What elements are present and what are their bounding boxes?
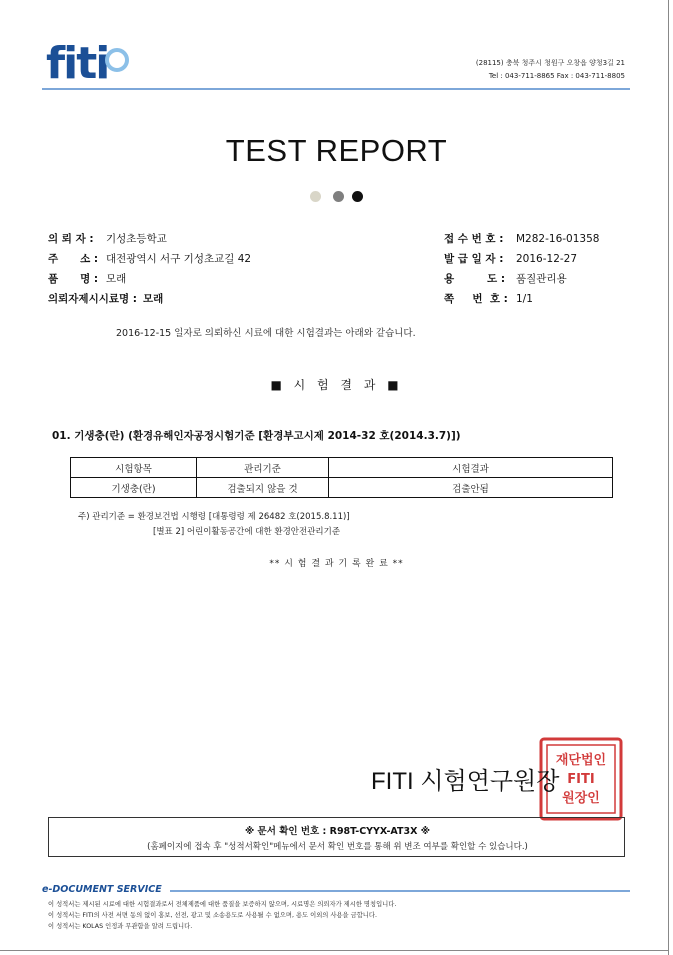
- info-key: 의뢰자제시시료명 :: [48, 293, 137, 305]
- info-key: 쪽 번 호 :: [444, 293, 508, 305]
- dot-2: [333, 191, 344, 202]
- info-row-page: [444, 289, 599, 309]
- document-verification-note: (홈페이지에 접속 후 "성적서확인"메뉴에서 문서 확인 번호를 통해 위 변조 여부를 확인할 수 있습니다.): [147, 842, 528, 852]
- info-key: 주 소 :: [48, 253, 99, 265]
- svg-text:fiti: fiti: [46, 40, 109, 84]
- contact-line: Tel : 043-711-8865 Fax : 043-711-8805: [488, 72, 625, 80]
- info-value: 2016-12-27: [516, 253, 578, 265]
- footer-disclaimer: [48, 899, 396, 932]
- info-key: 발 급 일 자 :: [444, 253, 504, 265]
- footer-line: 이 성적서는 FITI의 사전 서면 동의 없이 홍보, 선전, 광고 및 소송용도로 사용될 수 없으며, 용도 이외의 사용을 금합니다.: [48, 912, 377, 919]
- fiti-logo: [46, 40, 154, 84]
- table-cell: 검출되지 않을 것: [197, 478, 329, 498]
- document-verification-box: [48, 817, 625, 857]
- intro-text: 2016-12-15 일자로 의뢰하신 시료에 대한 시험결과는 아래와 같습니다.: [116, 328, 416, 339]
- info-key: 접 수 번 호 :: [444, 233, 504, 245]
- dot-3: [352, 191, 363, 202]
- header-rule: [42, 88, 630, 90]
- table-header-cell: 시험결과: [329, 458, 613, 478]
- e-document-service-label: e-DOCUMENT SERVICE: [42, 884, 162, 895]
- info-value: 기성초등학교: [106, 233, 167, 245]
- table-row: [71, 478, 613, 498]
- info-key: 품 명 :: [48, 273, 99, 285]
- table-cell: 검출안됨: [329, 478, 613, 498]
- info-row-receipt-no: [444, 229, 599, 249]
- client-info-left: [48, 229, 251, 309]
- info-value: 품질관리용: [516, 273, 567, 285]
- address-line: (28115) 충북 청주시 청원구 오창읍 양청3길 21: [475, 59, 625, 67]
- table-header-cell: 관리기준: [197, 458, 329, 478]
- title-dots: [310, 191, 370, 203]
- footer-rule: [170, 890, 630, 892]
- info-row-client: [48, 229, 251, 249]
- svg-text:재단법인: 재단법인: [555, 753, 607, 768]
- info-row-product: [48, 269, 251, 289]
- svg-text:FITI: FITI: [567, 772, 595, 787]
- page-border-bottom: [0, 950, 669, 951]
- footer-line: 이 성적서는 KOLAS 인정과 무관함을 알려 드립니다.: [48, 923, 193, 930]
- results-table: [70, 457, 613, 498]
- table-header-row: [71, 458, 613, 478]
- info-row-address: [48, 249, 251, 269]
- footer-line: 이 성적서는 제시된 시료에 대한 시험결과로서 전체제품에 대한 품질을 보증하지 않으며, 시료명은 의뢰자가 제시한 명칭입니다.: [48, 901, 397, 908]
- signer-name: FITI 시험연구원장: [371, 768, 560, 795]
- info-value: 모래: [106, 273, 127, 285]
- table-cell: 기생충(란): [71, 478, 197, 498]
- client-info-right: [444, 229, 599, 309]
- svg-text:원장인: 원장인: [562, 791, 600, 806]
- info-value: 대전광역시 서구 기성초교길 42: [106, 253, 252, 265]
- company-address: [476, 57, 625, 83]
- info-key: 용 도 :: [444, 273, 506, 285]
- section-title: ■ 시 험 결 과 ■: [270, 378, 403, 392]
- info-row-purpose: [444, 269, 599, 289]
- table-header-cell: 시험항목: [71, 458, 197, 478]
- completion-mark: ** 시 험 결 과 기 록 완 료 **: [269, 559, 404, 569]
- info-key: 의 뢰 자 :: [48, 233, 94, 245]
- info-value: 모래: [143, 293, 164, 305]
- note-line-1: 주) 관리기준 = 환경보건법 시행령 [대통령령 제 26482 호(2015.8.11)]: [78, 512, 350, 522]
- report-title: TEST REPORT: [225, 133, 448, 168]
- document-number: ※ 문서 확인 번호 : R98T-CYYX-AT3X ※: [245, 826, 430, 837]
- info-row-issue-date: [444, 249, 599, 269]
- dot-1: [310, 191, 321, 202]
- info-value: M282-16-01358: [516, 233, 600, 245]
- test-item-title: 01. 기생충(란) (환경유해인자공정시험기준 [환경부고시제 2014-32 호(2014.3.7)]): [52, 430, 461, 442]
- note-line-2: [별표 2] 어린이활동공간에 대한 환경안전관리기준: [153, 527, 341, 537]
- info-value: 1/1: [516, 293, 533, 305]
- info-row-sample-name: [48, 289, 251, 309]
